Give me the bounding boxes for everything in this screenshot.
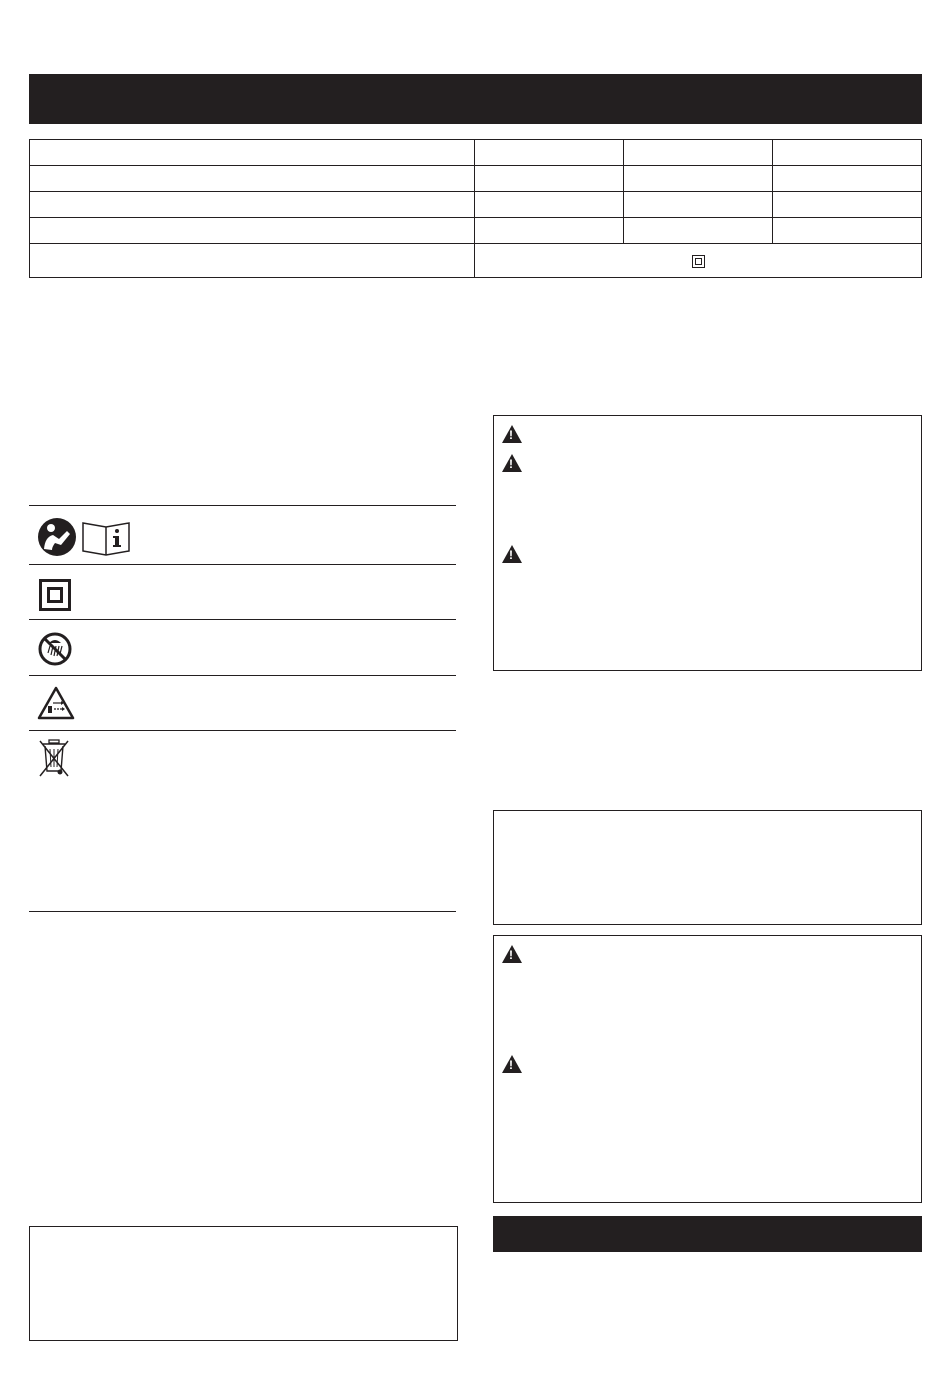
table-row (30, 166, 922, 192)
table-cell (30, 140, 475, 166)
warning-triangle-icon (502, 1055, 522, 1073)
flying-debris-warning-icon (37, 686, 75, 720)
table-cell (624, 192, 773, 218)
table-row (30, 192, 922, 218)
table-cell (624, 218, 773, 244)
note-box (493, 810, 922, 925)
warning-triangle-icon (502, 454, 522, 472)
symbol-row (29, 565, 456, 619)
crossed-bin-icon (37, 738, 71, 778)
table-cell (475, 140, 624, 166)
table-cell (773, 218, 922, 244)
table-cell (30, 192, 475, 218)
table-cell (624, 166, 773, 192)
symbol-row (29, 676, 456, 730)
table-cell (475, 218, 624, 244)
table-row (30, 244, 922, 278)
table-cell (475, 166, 624, 192)
warning-triangle-icon (502, 945, 522, 963)
top-banner (29, 74, 922, 124)
table-cell (30, 166, 475, 192)
specification-table (29, 139, 922, 278)
section-banner (493, 1216, 922, 1252)
no-rain-icon (38, 632, 72, 666)
notice-box (29, 1226, 458, 1341)
table-cell (624, 140, 773, 166)
warning-box (493, 935, 922, 1203)
double-insulation-icon (39, 579, 71, 611)
table-cell (773, 140, 922, 166)
table-cell (475, 244, 922, 278)
divider (29, 911, 456, 912)
double-insulation-square-icon (692, 255, 705, 268)
table-cell (30, 218, 475, 244)
read-manual-icon (37, 517, 131, 557)
symbol-row (29, 620, 456, 675)
warning-triangle-icon (502, 545, 522, 563)
warning-triangle-icon (502, 425, 522, 443)
table-cell (773, 192, 922, 218)
table-cell (30, 244, 475, 278)
table-cell (773, 166, 922, 192)
warning-box (493, 415, 922, 671)
symbol-row (29, 506, 456, 564)
table-cell (475, 192, 624, 218)
table-row (30, 140, 922, 166)
table-row (30, 218, 922, 244)
symbol-row (29, 731, 456, 911)
